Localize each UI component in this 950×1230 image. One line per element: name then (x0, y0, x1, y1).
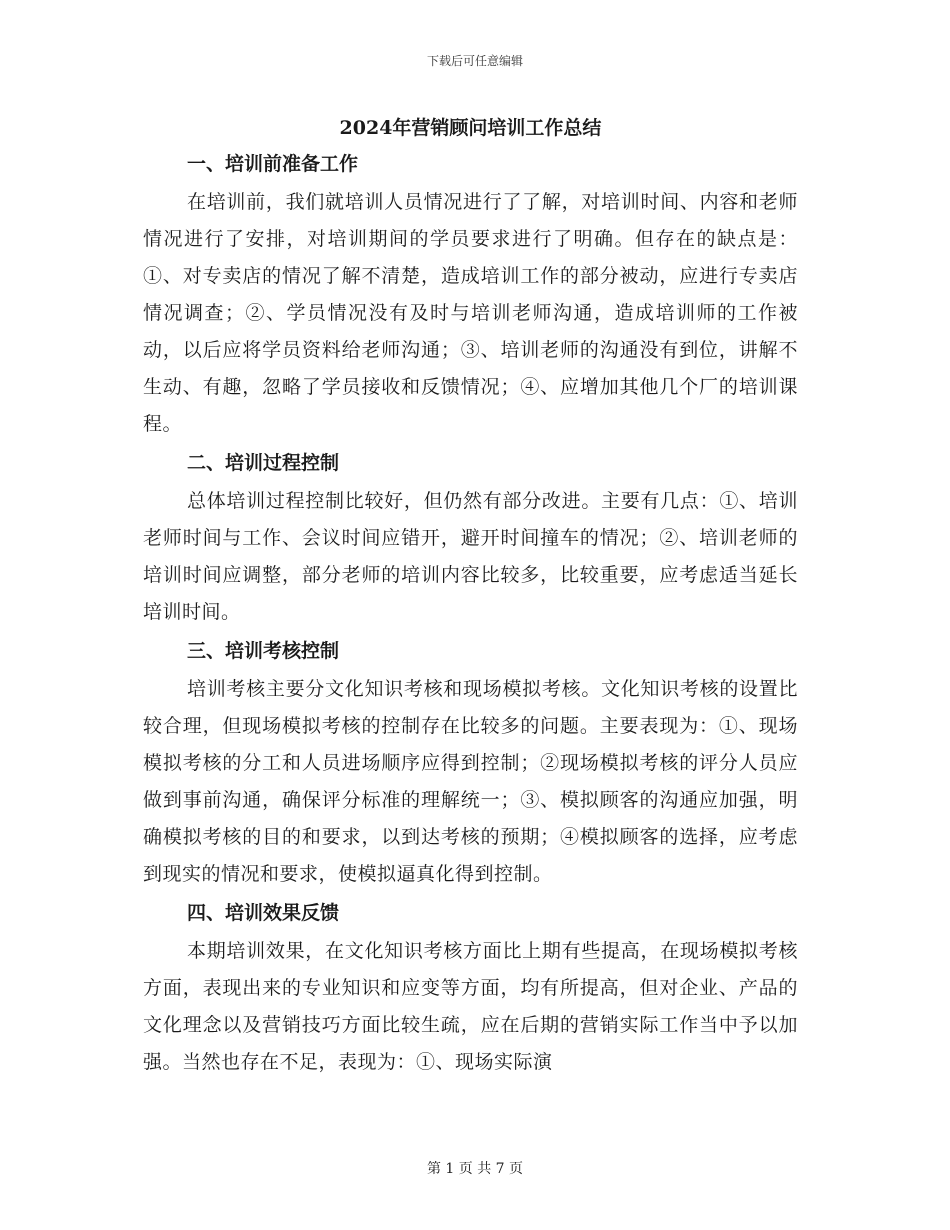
section-paragraph: 总体培训过程控制比较好，但仍然有部分改进。主要有几点：①、培训老师时间与工作、会议时间应错开，避开时间撞车的情况；②、培训老师的培训时间应调整，部分老师的培训内容比较多，比较重要，应考虑适当延长培训时间。 (143, 490, 798, 623)
page-number-footer: 第 1 页 共 7 页 (426, 1161, 524, 1177)
section-3 (143, 635, 798, 893)
section-paragraph: 本期培训效果，在文化知识考核方面比上期有些提高，在现场模拟考核方面，表现出来的专业知识和应变等方面，均有所提高，但对企业、产品的文化理念以及营销技巧方面比较生疏，应在后期的营销实际工作当中予以加强。当然也存在不足，表现为：①、现场实际演 (143, 940, 798, 1073)
section-paragraph: 培训考核主要分文化知识考核和现场模拟考核。文化知识考核的设置比较合理，但现场模拟考核的控制存在比较多的问题。主要表现为：①、现场模拟考核的分工和人员进场顺序应得到控制；②现场模拟考核的评分人员应做到事前沟通，确保评分标准的理解统一；③、模拟顾客的沟通应加强，明确模拟考核的目的和要求，以到达考核的预期；④模拟顾客的选择，应考虑到现实的情况和要求，使模拟逼真化得到控制。 (143, 678, 798, 885)
section-heading: 二、培训过程控制 (187, 452, 340, 474)
section-paragraph: 在培训前，我们就培训人员情况进行了了解，对培训时间、内容和老师情况进行了安排，对培训期间的学员要求进行了明确。但存在的缺点是：①、对专卖店的情况了解不清楚，造成培训工作的部分被动，应进行专卖店情况调查；②、学员情况没有及时与培训老师沟通，造成培训师的工作被动，以后应将学员资料给老师沟通；③、培训老师的沟通没有到位，讲解不生动、有趣，忽略了学员接收和反馈情况；④、应增加其他几个厂的培训课程。 (143, 191, 798, 435)
section-heading: 一、培训前准备工作 (187, 153, 359, 175)
section-2 (143, 447, 798, 631)
section-heading: 三、培训考核控制 (187, 640, 340, 662)
header-note: 下载后可任意编辑 (426, 54, 523, 68)
document-body (143, 112, 798, 1081)
section-heading: 四、培训效果反馈 (187, 902, 340, 924)
document-title: 2024年营销顾问培训工作总结 (339, 117, 602, 139)
section-1 (143, 148, 798, 443)
section-4 (143, 897, 798, 1081)
